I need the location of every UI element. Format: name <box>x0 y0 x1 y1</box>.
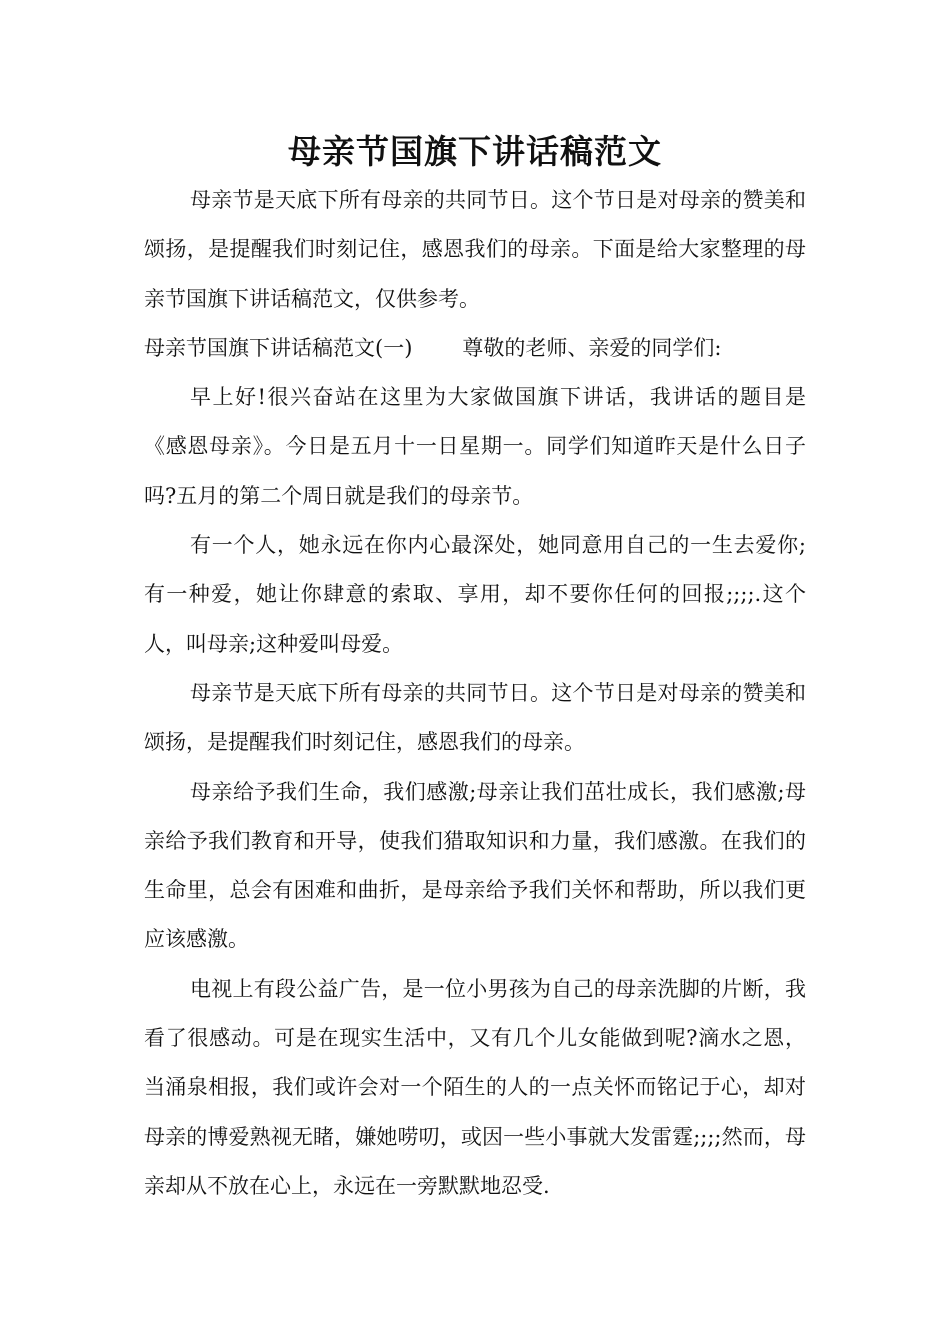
body-paragraph-2: 有一个人，她永远在你内心最深处，她同意用自己的一生去爱你;有一种爱，她让你肆意的索取、享用，却不要你任何的回报;;;;.这个人，叫母亲;这种爱叫母爱。 <box>144 533 806 656</box>
section-heading: 母亲节国旗下讲话稿范文(一) <box>144 335 413 360</box>
body-paragraph-5: 电视上有段公益广告，是一位小男孩为自己的母亲洗脚的片断，我看了很感动。可是在现实生活中，又有几个儿女能做到呢?滴水之恩，当涌泉相报，我们或许会对一个陌生的人的一点关怀而铭记于心，却对母亲的博爱熟视无睹，嫌她唠叨，或因一些小事就大发雷霆;;;;然而，母亲却从不放在心上，永远在一旁默默地忍受. <box>144 976 806 1198</box>
body-paragraph-3: 母亲节是天底下所有母亲的共同节日。这个节日是对母亲的赞美和颂扬，是提醒我们时刻记住，感恩我们的母亲。 <box>144 680 806 755</box>
document-body <box>144 176 806 1211</box>
document-title: 母亲节国旗下讲话稿范文 <box>288 132 662 171</box>
intro-paragraph: 母亲节是天底下所有母亲的共同节日。这个节日是对母亲的赞美和颂扬，是提醒我们时刻记住，感恩我们的母亲。下面是给大家整理的母亲节国旗下讲话稿范文，仅供参考。 <box>144 188 806 311</box>
body-paragraph-1: 早上好!很兴奋站在这里为大家做国旗下讲话，我讲话的题目是《感恩母亲》。今日是五月十一日星期一。同学们知道昨天是什么日子吗?五月的第二个周日就是我们的母亲节。 <box>144 385 806 508</box>
salutation: 尊敬的老师、亲爱的同学们: <box>462 335 722 360</box>
section-heading-line <box>144 324 806 373</box>
body-paragraph-4: 母亲给予我们生命，我们感激;母亲让我们茁壮成长，我们感激;母亲给予我们教育和开导，使我们猎取知识和力量，我们感激。在我们的生命里，总会有困难和曲折，是母亲给予我们关怀和帮助，所以我们更应该感激。 <box>144 779 806 952</box>
